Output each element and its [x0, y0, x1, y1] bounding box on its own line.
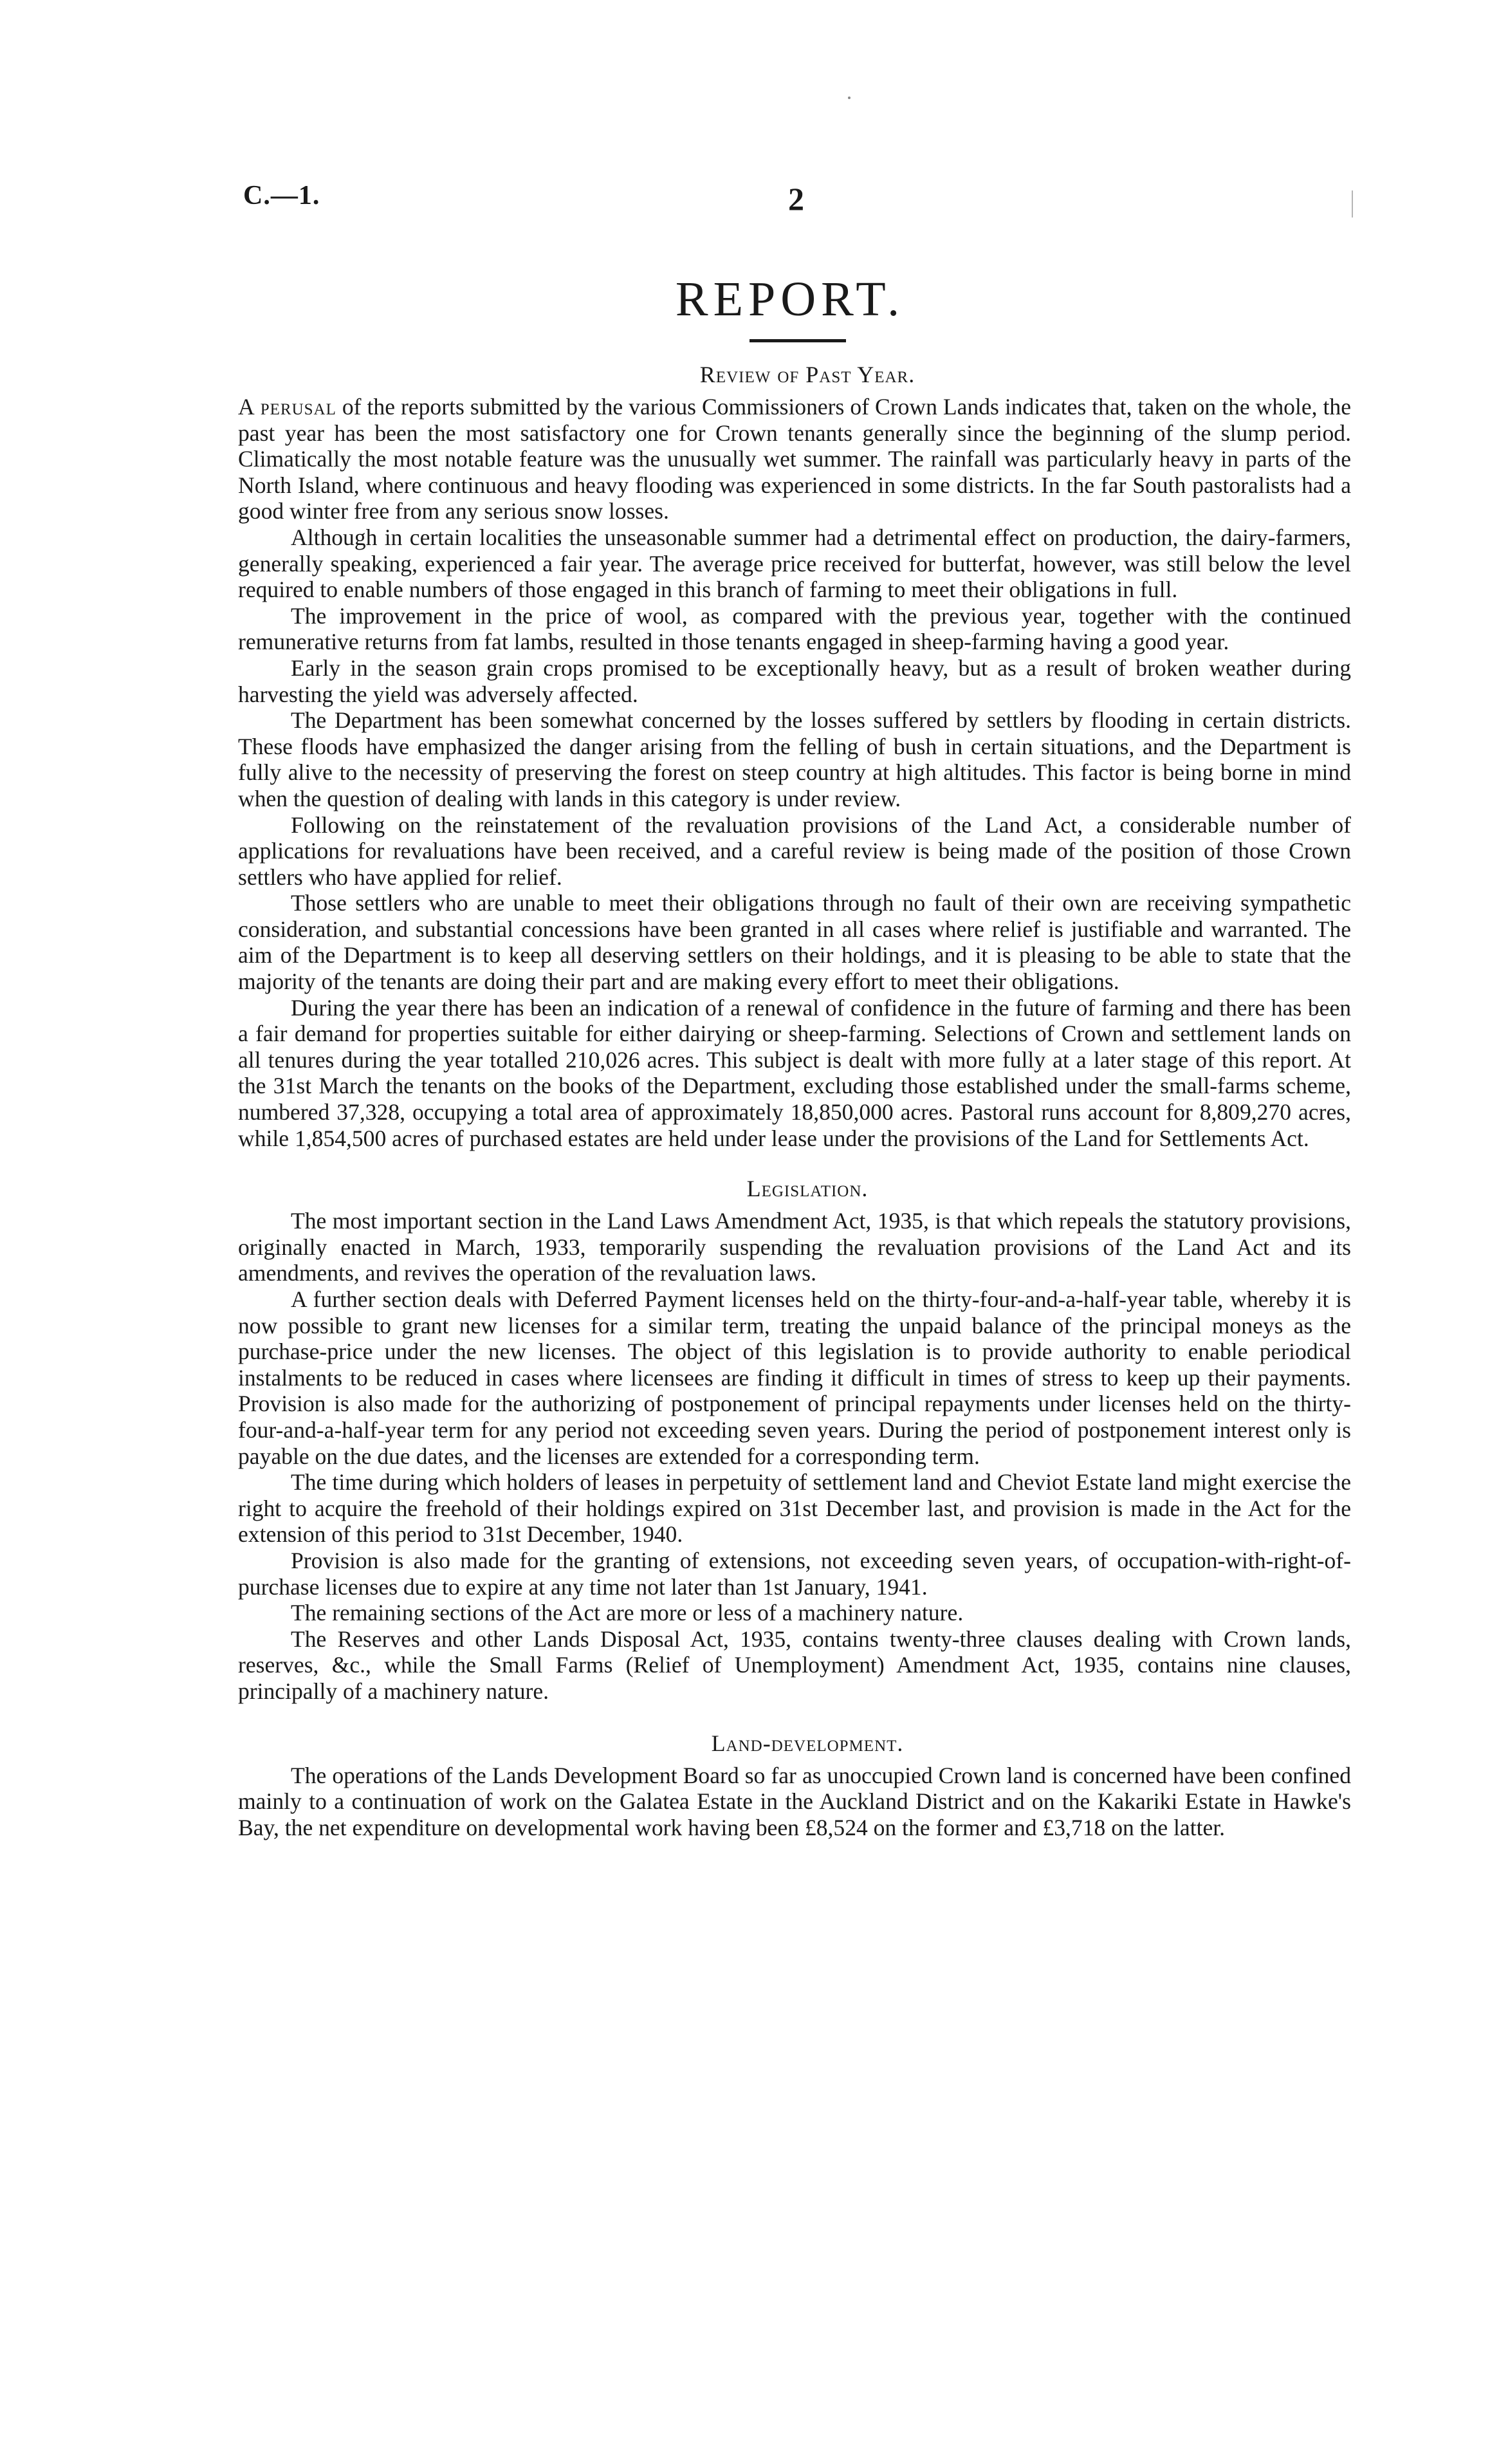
section-spacer: [238, 1151, 1351, 1174]
page-number: 2: [788, 181, 804, 217]
paragraph-text: of the reports submitted by the various Commissioners of Crown Lands indicates that, taken on the whole, the past year has been the most satisfactory one for Crown tenants generally since the beginning of the slump period. Climatically the most notable feature was the unusually wet summer. The rainfall was particularly heavy in parts of the North Island, where continuous and heavy flooding was experienced in some districts. In the far South pastoralists had a good winter free from any serious snow losses.: [238, 394, 1351, 524]
paragraph: The operations of the Lands Development Board so far as unoccupied Crown land is concerned have been confined mainly to a continuation of work on the Galatea Estate in the Auckland District and on the Kakariki Estate in Hawke's Bay, the net expenditure on developmental work having been £8,524 on the former and £3,718 on the latter.: [238, 1762, 1351, 1840]
title-divider: [750, 339, 846, 342]
paragraph: The Department has been somewhat concerned by the losses suffered by settlers by flooding in certain districts. These floods have emphasized the danger arising from the felling of bush in certain situations, and the Department is fully alive to the necessity of preserving the forest on steep country at high altitudes. This factor is being borne in mind when the question of dealing with lands in this category is under review.: [238, 707, 1351, 811]
section-heading-review: Review of Past Year.: [699, 362, 915, 387]
paragraph: Provision is also made for the granting of extensions, not exceeding seven years, of occupation-with-right-of-purchase licenses due to expire at any time not later than 1st January, 1941.: [238, 1547, 1351, 1600]
paragraph: Although in certain localities the unseasonable summer had a detrimental effect on production, the dairy-farmers, generally speaking, experienced a fair year. The average price received for butterfat, however, was still below the level required to enable numbers of those engaged in this branch of farming to meet their obligations in full.: [238, 524, 1351, 603]
print-speck: [848, 97, 851, 99]
paragraph: During the year there has been an indication of a renewal of confidence in the future of farming and there has been a fair demand for properties suitable for either dairying or sheep-farming. Selections of Crown and settlement lands on all tenures during the year totalled 210,026 acres. This subject is dealt with more fully at a later stage of this report. At the 31st March the tenants on the books of the Department, excluding those established under the small-farms scheme, numbered 37,328, occupying a total area of approximately 18,850,000 acres. Pastoral runs account for 8,809,270 acres, while 1,854,500 acres of purchased estates are held under lease under the provisions of the Land for Settlements Act.: [238, 994, 1351, 1151]
paragraph: The remaining sections of the Act are more or less of a machinery nature.: [291, 1600, 964, 1626]
paragraph: The improvement in the price of wool, as compared with the previous year, together with the continued remunerative returns from fat lambs, resulted in those tenants engaged in sheep-farming having a good year.: [238, 602, 1351, 655]
paragraph: The Reserves and other Lands Disposal Act, 1935, contains twenty-three clauses dealing with Crown lands, reserves, &c., while the Small Farms (Relief of Unemployment) Amendment Act, 1935, contains nine clauses, principally of a machinery nature.: [238, 1626, 1351, 1704]
paragraph: Following on the reinstatement of the revaluation provisions of the Land Act, a considerable number of applications for revaluations have been received, and a careful review is being made of the position of those Crown settlers who have applied for relief.: [238, 811, 1351, 890]
paragraph: The time during which holders of leases in perpetuity of settlement land and Cheviot Estate land might exercise the right to acquire the freehold of their holdings expired on 31st December last, and provision is made in the Act for the extension of this period to 31st December, 1940.: [238, 1469, 1351, 1548]
paragraph: Those settlers who are unable to meet their obligations through no fault of their own are receiving sympathetic consideration, and substantial concessions have been granted in all cases where relief is justifiable and warranted. The aim of the Department is to keep all deserving settlers on their holdings, and it is pleasing to be able to state that the majority of the tenants are doing their part and are making every effort to meet their obligations.: [238, 890, 1351, 995]
paragraph: The most important section in the Land Laws Amendment Act, 1935, is that which repeals the statutory provisions, originally enacted in March, 1933, temporarily suspending the revaluation provisions of the Land Act and its amendments, and revives the operation of the revaluation laws.: [238, 1208, 1351, 1286]
section-heading-legislation: Legislation.: [746, 1176, 869, 1202]
section-heading-land-development: Land-development.: [711, 1730, 904, 1756]
lead-in-caps: A perusal: [238, 394, 336, 420]
report-body: [238, 360, 1351, 1840]
paragraph: [238, 394, 1351, 524]
paragraph: Early in the season grain crops promised to be exceptionally heavy, but as a result of broken weather during harvesting the yield was adversely affected.: [238, 654, 1351, 707]
paragraph: A further section deals with Deferred Payment licenses held on the thirty-four-and-a-half-year table, whereby it is now possible to grant new licenses for a similar term, treating the unpaid balance of the principal moneys as the purchase-price under the new licenses. The object of this legislation is to provide authority to enable periodical instalments to be reduced in cases where licensees are finding it difficult in times of stress to keep up their payments. Provision is also made for the authorizing of postponement of principal repayments under licenses held on the thirty-four-and-a-half-year term for any period not exceeding seven years. During the period of postponement interest only is payable on the due dates, and the licenses are extended for a corresponding term.: [238, 1286, 1351, 1469]
document-reference-code: C.—1.: [243, 181, 320, 210]
margin-mark: [1352, 190, 1353, 218]
report-title: REPORT.: [675, 272, 905, 326]
section-spacer: [238, 1705, 1351, 1729]
